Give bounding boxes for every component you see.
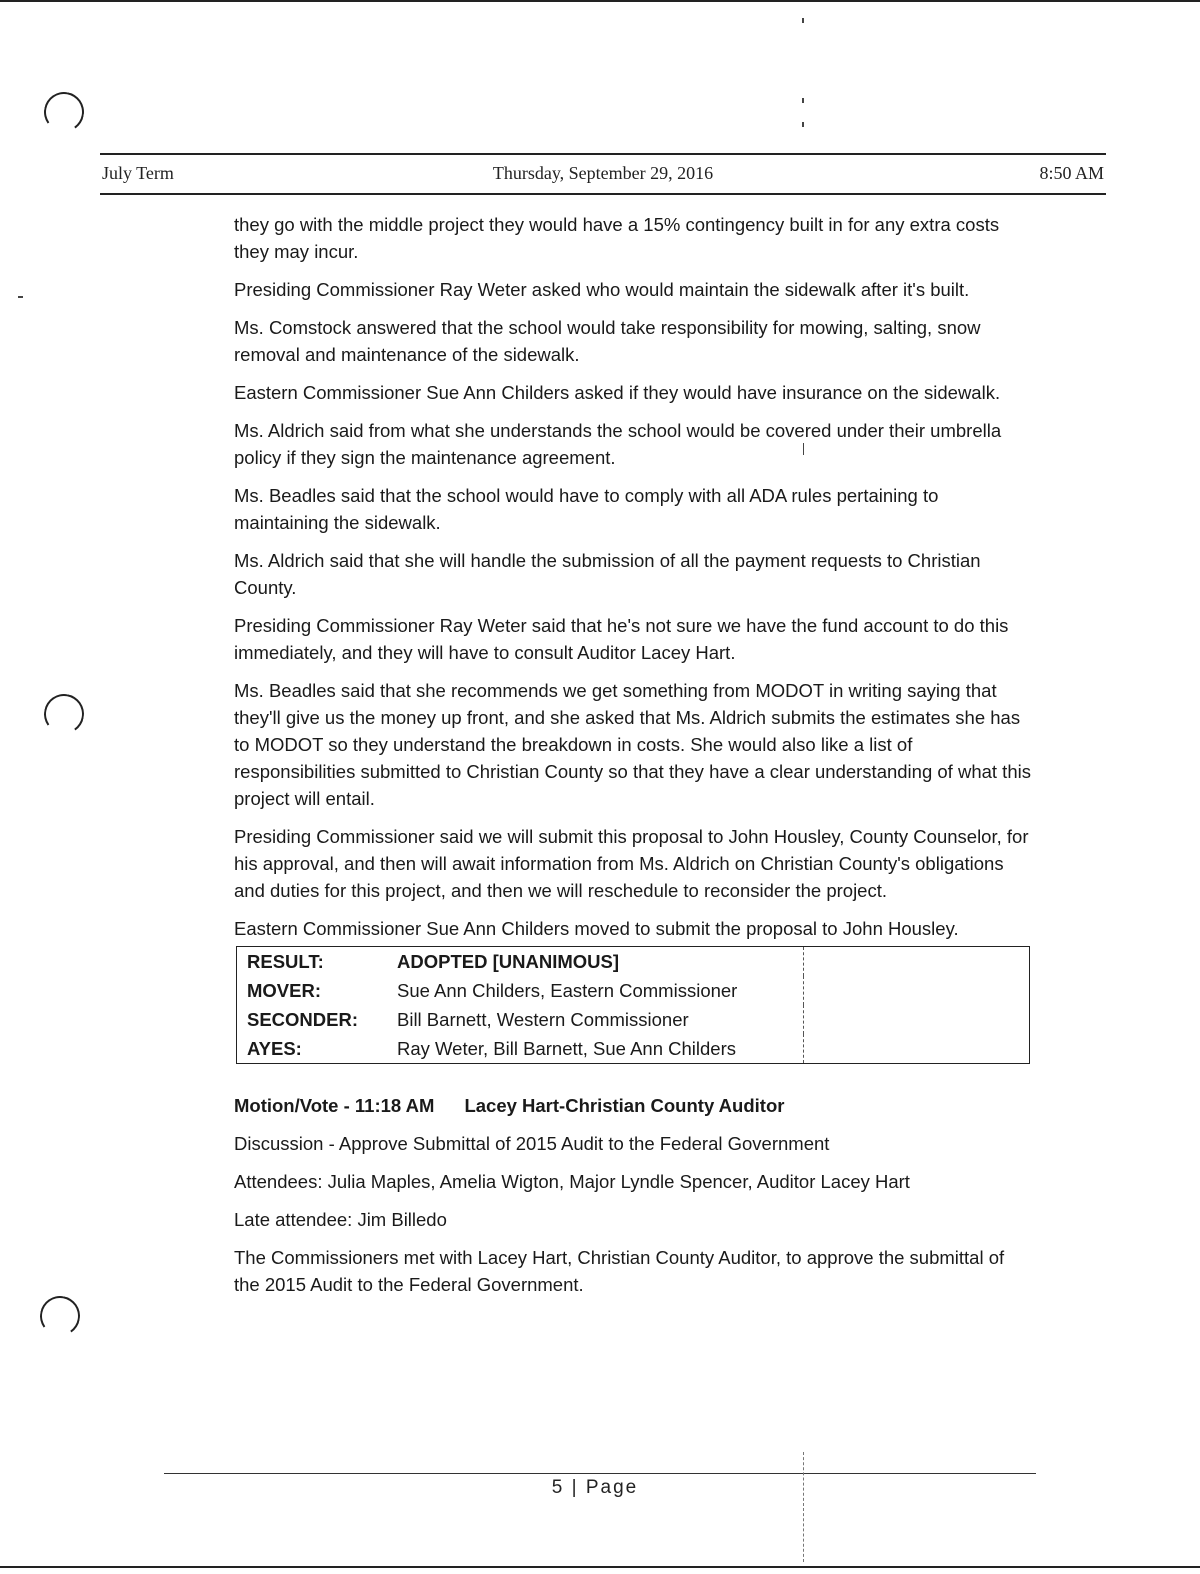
scan-bottom-edge bbox=[0, 1566, 1200, 1568]
vote-label: AYES: bbox=[247, 1038, 302, 1059]
punch-hole-middle bbox=[41, 691, 87, 737]
vote-blank-cell bbox=[804, 947, 1030, 1064]
vote-value: Ray Weter, Bill Barnett, Sue Ann Childers bbox=[397, 1038, 736, 1059]
paragraph: Ms. Comstock answered that the school would take responsibility for mowing, salting, snow removal and maintenance of the sidewalk. bbox=[234, 317, 981, 365]
paragraph: Ms. Beadles said that she recommends we get something from MODOT in writing saying that they'll give us the money up front, and she asked that Ms. Aldrich submits the estimates she has to MODOT so they understand the breakdown in costs. She would also like a list of responsibilities submitted to Christian County so that they have a clear understanding of what this project will entail. bbox=[234, 680, 1031, 809]
paragraph: Ms. Beadles said that the school would have to comply with all ADA rules pertaining to maintaining the sidewalk. bbox=[234, 485, 939, 533]
vote-label: RESULT: bbox=[247, 951, 324, 972]
scan-speck bbox=[802, 18, 804, 23]
motion-discussion: Discussion - Approve Submittal of 2015 Audit to the Federal Government bbox=[234, 1133, 830, 1154]
scan-top-edge bbox=[0, 0, 1200, 2]
minutes-body bbox=[234, 211, 1034, 1309]
paragraph: Ms. Aldrich said from what she understands the school would be covered under their umbrella policy if they sign the maintenance agreement. bbox=[234, 420, 1002, 468]
paragraph: Presiding Commissioner Ray Weter asked who would maintain the sidewalk after it's built. bbox=[234, 279, 970, 300]
table-row bbox=[237, 947, 1030, 977]
vote-result-table bbox=[236, 946, 1030, 1064]
scan-artifact-line bbox=[803, 1452, 805, 1562]
header-time: 8:50 AM bbox=[1039, 163, 1104, 183]
page-header bbox=[100, 160, 1106, 190]
vote-label: MOVER: bbox=[247, 980, 321, 1001]
motion-section bbox=[234, 1092, 1034, 1298]
vote-value: ADOPTED [UNANIMOUS] bbox=[397, 951, 619, 972]
motion-subject: Lacey Hart-Christian County Auditor bbox=[464, 1095, 785, 1116]
header-date: Thursday, September 29, 2016 bbox=[492, 163, 714, 183]
vote-value: Sue Ann Childers, Eastern Commissioner bbox=[397, 980, 738, 1001]
paragraph: Presiding Commissioner said we will submit this proposal to John Housley, County Counselor, for his approval, and then will await information from Ms. Aldrich on Christian County's obligations and duties for this project, and then we will reschedule to reconsider the project. bbox=[234, 826, 1029, 901]
header-term: July Term bbox=[102, 163, 174, 183]
footer-rule bbox=[164, 1473, 1036, 1474]
paragraph: they go with the middle project they would have a 15% contingency built in for any extra costs they may incur. bbox=[234, 214, 1000, 262]
motion-time: Motion/Vote - 11:18 AM bbox=[234, 1095, 435, 1116]
motion-heading bbox=[234, 1092, 1034, 1119]
vote-label: SECONDER: bbox=[247, 1009, 359, 1030]
header-top-rule bbox=[100, 153, 1106, 155]
punch-hole-top bbox=[41, 89, 87, 135]
header-bottom-rule bbox=[100, 193, 1106, 195]
paragraph: Eastern Commissioner Sue Ann Childers moved to submit the proposal to John Housley. bbox=[234, 918, 959, 939]
scan-speck bbox=[802, 98, 804, 103]
scan-speck bbox=[18, 296, 23, 298]
page-number: 5 | Page bbox=[551, 1477, 639, 1498]
vote-value: Bill Barnett, Western Commissioner bbox=[397, 1009, 689, 1030]
punch-hole-bottom bbox=[37, 1293, 83, 1339]
motion-late-attendee: Late attendee: Jim Billedo bbox=[234, 1209, 447, 1230]
motion-summary: The Commissioners met with Lacey Hart, Christian County Auditor, to approve the submittal of the 2015 Audit to the Federal Government. bbox=[234, 1247, 1005, 1295]
motion-attendees: Attendees: Julia Maples, Amelia Wigton, Major Lyndle Spencer, Auditor Lacey Hart bbox=[234, 1171, 910, 1192]
scan-speck bbox=[802, 122, 804, 127]
paragraph: Eastern Commissioner Sue Ann Childers asked if they would have insurance on the sidewalk. bbox=[234, 382, 1001, 403]
paragraph: Presiding Commissioner Ray Weter said that he's not sure we have the fund account to do this immediately, and they will have to consult Auditor Lacey Hart. bbox=[234, 615, 1009, 663]
paragraph: Ms. Aldrich said that she will handle the submission of all the payment requests to Christian County. bbox=[234, 550, 981, 598]
